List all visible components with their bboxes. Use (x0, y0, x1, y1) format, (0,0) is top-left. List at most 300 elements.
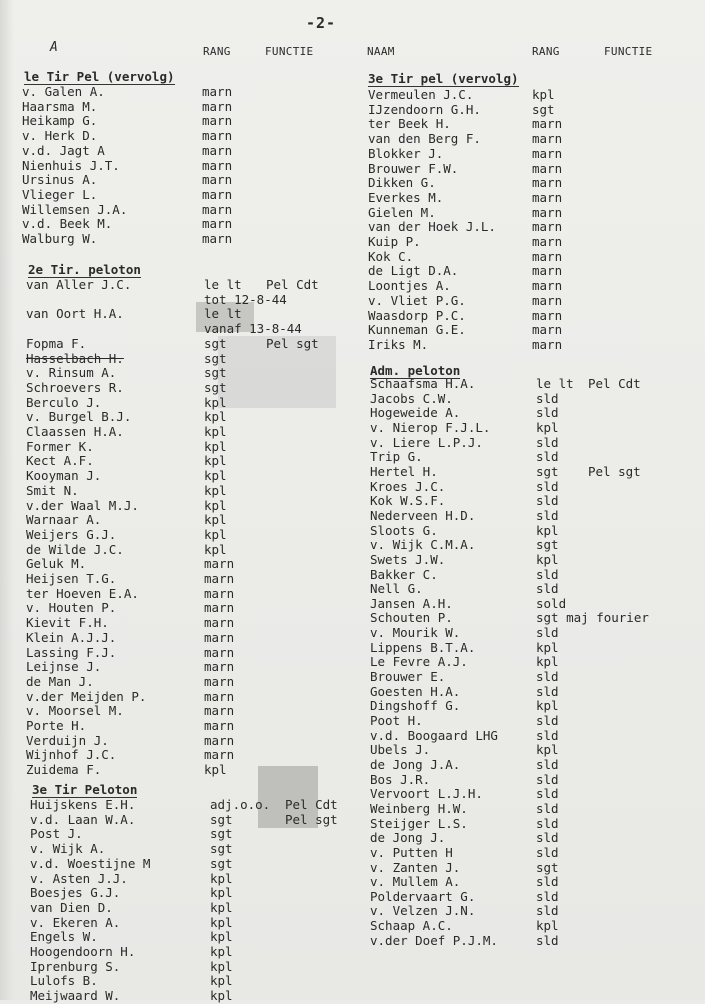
roster-rang: marn (532, 145, 563, 161)
roster-rang: sld (536, 449, 559, 465)
roster-rang: kpl (210, 929, 233, 945)
roster-functie: Pel Cdt (285, 797, 338, 812)
roster-row (0, 206, 705, 221)
roster-rang: kpl (536, 918, 559, 934)
roster-row (0, 729, 705, 744)
roster-name: Dingshoff G. (370, 698, 461, 714)
roster-name: de Jong J. (370, 830, 446, 846)
roster-name: v. Zanten J. (370, 859, 461, 875)
roster-name: v. Galen A. (22, 84, 105, 99)
roster-rang: marn (204, 732, 235, 748)
roster-name: van Aller J.C. (26, 277, 132, 292)
roster-name: Blokker J. (368, 145, 444, 161)
roster-rang: marn (202, 216, 233, 232)
roster-name: Walburg W. (22, 231, 98, 246)
roster-name: Porte H. (26, 718, 87, 733)
roster-row (0, 989, 705, 1004)
roster-name: ter Beek H. (368, 116, 451, 132)
roster-rang: sld (536, 756, 559, 772)
roster-row (0, 352, 705, 367)
roster-row (0, 904, 705, 919)
roster-rang: marn (204, 571, 235, 586)
roster-row (0, 291, 705, 309)
header-rang-left: RANG (203, 45, 231, 58)
roster-rang: kpl (204, 497, 227, 513)
roster-row (0, 743, 705, 758)
roster-name: van der Hoek J.L. (368, 219, 496, 235)
roster-rang: marn (204, 600, 235, 616)
roster-row (0, 117, 705, 132)
roster-functie: Pel Cdt (588, 376, 641, 391)
roster-rang: kpl (536, 419, 559, 435)
roster-row (0, 960, 705, 975)
roster-rang: kpl (532, 87, 555, 102)
roster-name: Post J. (30, 826, 83, 842)
roster-name: de Jong J.A. (370, 756, 461, 772)
roster-rang: sld (536, 771, 559, 787)
roster-row (0, 494, 705, 509)
roster-name: Meijwaard W. (30, 988, 121, 1004)
roster-row (0, 890, 705, 905)
header-functie-right: FUNCTIE (604, 45, 653, 58)
roster-name: Iriks M. (368, 336, 429, 352)
roster-rang: sld (536, 727, 559, 743)
roster-name: IJzendoorn G.H. (368, 101, 481, 117)
roster-rang: marn (202, 157, 233, 173)
roster-name: Schaap A.C. (370, 918, 453, 934)
roster-rang: sgt (210, 826, 233, 842)
roster-name: Kect A.F. (26, 453, 94, 469)
roster-name: v. Herk D. (22, 128, 98, 144)
roster-rang: kpl (204, 762, 227, 778)
roster-rang: marn (532, 336, 563, 352)
roster-rang: kpl (536, 639, 559, 655)
roster-name: Vermeulen J.C. (368, 87, 474, 102)
roster-name: Hertel H. (370, 463, 438, 479)
roster-row (0, 450, 705, 465)
roster-rang: kpl (204, 541, 227, 557)
roster-rang: marn (532, 116, 563, 132)
roster-row (0, 685, 705, 700)
roster-rang: kpl (204, 526, 227, 542)
roster-name: v.der Meijden P. (26, 688, 147, 704)
roster-rang: marn (202, 201, 233, 217)
roster-name: Jansen A.H. (370, 595, 453, 611)
roster-rang: sld (536, 874, 559, 890)
roster-row (0, 611, 705, 626)
roster-row (0, 250, 705, 265)
roster-name: Geluk M. (26, 556, 87, 572)
roster-rang: sld (536, 800, 559, 816)
roster-row (0, 582, 705, 597)
roster-name: Kunneman G.E. (368, 322, 466, 338)
section-title-left-3: 3e Tir Peloton (32, 782, 138, 797)
roster-rang: sgt (204, 350, 227, 366)
roster-name: v. Ekeren A. (30, 914, 121, 930)
roster-name: Steijger L.S. (370, 815, 468, 831)
roster-rang: marn (204, 644, 235, 660)
roster-name: Nienhuis J.T. (22, 157, 120, 173)
roster-name: Fopma F. (26, 335, 87, 351)
roster-row (0, 103, 705, 118)
roster-rang: kpl (204, 468, 227, 484)
roster-rang: sld (536, 625, 559, 640)
roster-row (0, 323, 705, 338)
roster-rang: kpl (204, 394, 227, 410)
roster-row (0, 377, 705, 392)
roster-rang: marn (532, 175, 563, 191)
roster-rang: sgt (204, 335, 227, 351)
roster-name: van den Berg F. (368, 131, 481, 147)
roster-name: Kroes J.C. (370, 478, 446, 494)
roster-row (0, 714, 705, 729)
roster-row (0, 406, 705, 421)
roster-rang: marn (532, 307, 563, 323)
roster-name: de Man J. (26, 673, 94, 689)
roster-name: v. Liere L.P.J. (370, 434, 483, 450)
roster-name: v. Wijk C.M.A. (370, 537, 476, 553)
roster-rang: sgt (204, 365, 227, 381)
roster-name: Heikamp G. (22, 113, 98, 129)
roster-name: Vlieger L. (22, 186, 98, 202)
roster-rang: sld (536, 390, 559, 406)
roster-name: Swets J.W. (370, 551, 446, 567)
roster-rang: sld (536, 683, 559, 699)
roster-name: v.d. Jagt A (22, 142, 105, 158)
roster-name: de Wilde J.C. (26, 541, 124, 557)
roster-name: Engels W. (30, 929, 98, 945)
roster-name: Iprenburg S. (30, 958, 121, 974)
roster-row (0, 817, 705, 832)
roster-functie: Pel sgt (285, 811, 338, 827)
roster-rang: sld (536, 669, 559, 684)
roster-rang: sgt (536, 859, 559, 875)
roster-name: v.der Waal M.J. (26, 497, 139, 513)
roster-rang: sgt maj fourier (536, 610, 649, 626)
roster-rang: sld (536, 478, 559, 494)
roster-name: v. Wijk A. (30, 841, 106, 857)
roster-row (0, 670, 705, 685)
roster-name: Goesten H.A. (370, 683, 461, 699)
roster-rang: marn (532, 292, 563, 308)
roster-name: Boesjes G.J. (30, 885, 121, 901)
roster-row (0, 846, 705, 861)
roster-rang: sgt (536, 463, 559, 479)
roster-name: Sloots G. (370, 522, 438, 538)
roster-name: ter Hoeven E.A. (26, 585, 139, 601)
roster-name: Berculo J. (26, 394, 102, 410)
roster-name: Schouten P. (370, 610, 453, 626)
roster-row (0, 279, 705, 294)
roster-name: Smit N. (26, 482, 79, 498)
roster-rang: le lt (204, 306, 242, 322)
roster-rang: sld (536, 581, 559, 597)
header-functie-left: FUNCTIE (265, 45, 314, 58)
roster-rang: marn (532, 219, 563, 235)
roster-name: Schaafsma H.A. (370, 376, 476, 391)
roster-rang: marn (202, 84, 233, 99)
roster-name: Schroevers R. (26, 379, 124, 395)
roster-rang: marn (202, 186, 233, 202)
roster-name: Huijskens E.H. (30, 797, 136, 812)
roster-name: v.d. Beek M. (22, 216, 113, 232)
roster-name: Kuip P. (368, 234, 421, 249)
roster-name: Bakker C. (370, 566, 438, 582)
roster-rang: sld (536, 713, 559, 728)
roster-name: v.d. Boogaard LHG (370, 727, 498, 743)
roster-rang: kpl (204, 438, 227, 454)
roster-rang: le lt (204, 277, 242, 292)
roster-rang: kpl (210, 899, 233, 915)
roster-row (0, 220, 705, 235)
roster-name: v.der Doef P.J.M. (370, 932, 498, 948)
roster-name: van Dien D. (30, 899, 113, 915)
section-title-left-1: le Tir Pel (vervolg) (24, 69, 175, 84)
roster-rang: marn (532, 189, 563, 205)
roster-name: Dikken G. (368, 175, 436, 191)
roster-row (0, 306, 705, 324)
roster-rang: marn (532, 131, 563, 147)
roster-name: Hogeweide A. (370, 405, 461, 421)
roster-row (0, 758, 705, 773)
roster-rang: marn (204, 556, 235, 572)
roster-rang: marn (204, 615, 235, 631)
roster-functie: Pel sgt (588, 463, 641, 479)
roster-rang: kpl (210, 944, 233, 959)
roster-name: Willemsen J.A. (22, 201, 128, 217)
roster-name: Trip G. (370, 449, 423, 465)
roster-row (0, 655, 705, 670)
roster-name: Zuidema F. (26, 762, 102, 778)
roster-rang: marn (532, 248, 563, 264)
roster-rang: sld (536, 903, 559, 919)
roster-name: Brouwer E. (370, 669, 446, 684)
roster-rang: marn (202, 113, 233, 129)
roster-rang: sld (536, 786, 559, 802)
header-left-mark: A (50, 40, 59, 55)
roster-row (0, 176, 705, 191)
roster-row (0, 264, 705, 279)
roster-name: Heijsen T.G. (26, 571, 117, 586)
roster-name: Kievit F.H. (26, 615, 109, 631)
roster-row (0, 335, 705, 353)
roster-row (0, 568, 705, 583)
roster-name: Le Fevre A.J. (370, 654, 468, 670)
roster-name: v.d. Laan W.A. (30, 811, 136, 827)
roster-row (0, 524, 705, 539)
roster-rang: sgt (204, 379, 227, 395)
roster-rang: marn (532, 322, 563, 338)
roster-name: Kok W.S.F. (370, 493, 446, 509)
roster-rang: kpl (204, 453, 227, 469)
roster-row (0, 147, 705, 162)
roster-rang: marn (532, 234, 563, 249)
roster-name: de Ligt D.A. (368, 263, 459, 279)
roster-row (0, 831, 705, 846)
roster-name: Klein A.J.J. (26, 629, 117, 645)
section-title-right-1: 3e Tir pel (vervolg) (368, 71, 519, 86)
roster-rang: kpl (536, 742, 559, 758)
roster-rang: kpl (210, 885, 233, 901)
roster-row (0, 421, 705, 436)
roster-rang: marn (204, 659, 235, 675)
section-title-right-2: Adm. peloton (370, 363, 461, 378)
roster-name: Verduijn J. (26, 732, 109, 748)
roster-name: Lulofs B. (30, 973, 98, 989)
roster-name: v. Moorsel M. (26, 703, 124, 719)
roster-rang: marn (202, 172, 233, 188)
roster-rang: marn (204, 747, 235, 763)
roster-name: Weinberg H.W. (370, 800, 468, 816)
roster-name: Ursinus A. (22, 172, 98, 188)
roster-functie: Pel Cdt (266, 277, 319, 292)
roster-rang: kpl (536, 551, 559, 567)
roster-rang: kpl (210, 870, 233, 886)
roster-name: v. Velzen J.N. (370, 903, 476, 919)
roster-name: Hoogendoorn H. (30, 944, 136, 959)
roster-rang: kpl (536, 522, 559, 538)
roster-rang: sgt (536, 537, 559, 553)
roster-name: Bos J.R. (370, 771, 431, 787)
roster-rang: marn (204, 718, 235, 733)
page-number: -2- (306, 14, 337, 32)
roster-rang: marn (532, 278, 563, 294)
roster-rang: sgt (210, 841, 233, 857)
roster-rang: marn (204, 673, 235, 689)
roster-row (0, 132, 705, 147)
roster-name: v. Mourik W. (370, 625, 461, 640)
roster-name: Everkes M. (368, 189, 444, 205)
roster-name: Loontjes A. (368, 278, 451, 294)
roster-rang: marn (204, 629, 235, 645)
roster-name: v. Putten H (370, 844, 453, 860)
roster-rang: sld (536, 844, 559, 860)
roster-row (0, 861, 705, 876)
roster-rang: sgt (210, 811, 233, 827)
roster-functie: Pel sgt (266, 335, 319, 351)
roster-row (0, 480, 705, 495)
roster-rang: sgt (532, 101, 555, 117)
roster-rang: adj.o.o. (210, 797, 271, 812)
roster-rang: sld (536, 405, 559, 421)
roster-rang: kpl (204, 512, 227, 528)
section-title-left-2: 2e Tir. peloton (28, 262, 141, 277)
roster-name: v.d. Woestijne M (30, 855, 151, 871)
roster-rang: sold (536, 595, 567, 611)
roster-row (0, 553, 705, 568)
roster-rang: sld (536, 434, 559, 450)
roster-rang: sld (536, 932, 559, 948)
roster-name: Gielen M. (368, 204, 436, 220)
roster-row (0, 641, 705, 656)
roster-rang: marn (202, 98, 233, 114)
roster-name: Leijnse J. (26, 659, 102, 675)
roster-rang: kpl (210, 988, 233, 1004)
roster-row (0, 597, 705, 612)
roster-name: Vervoort L.J.H. (370, 786, 483, 802)
roster-rang: kpl (204, 409, 227, 425)
roster-rang: kpl (536, 654, 559, 670)
roster-name: Lippens B.T.A. (370, 639, 476, 655)
roster-name: Poldervaart G. (370, 888, 476, 904)
roster-name: Lassing F.J. (26, 644, 117, 660)
roster-rang: sld (536, 815, 559, 831)
roster-rang: sld (536, 888, 559, 904)
roster-row (0, 699, 705, 714)
roster-rang: marn (532, 204, 563, 220)
roster-row (0, 773, 705, 788)
roster-name: Claassen H.A. (26, 424, 124, 439)
roster-name: v. Rinsum A. (26, 365, 117, 381)
roster-rang: kpl (204, 482, 227, 498)
roster-row (0, 88, 705, 103)
roster-rang: kpl (210, 958, 233, 974)
roster-row (0, 538, 705, 553)
roster-rang: marn (202, 231, 233, 246)
roster-name: Warnaar A. (26, 512, 102, 528)
roster-name: van Oort H.A. (26, 306, 124, 322)
roster-row (0, 509, 705, 524)
roster-name: Waasdorp P.C. (368, 307, 466, 323)
roster-rang: marn (204, 585, 235, 601)
roster-rang: sld (536, 830, 559, 846)
roster-name: v. Houten P. (26, 600, 117, 616)
roster-rang: sld (536, 493, 559, 509)
roster-rang: kpl (204, 424, 227, 439)
roster-row (0, 934, 705, 949)
roster-row (0, 626, 705, 641)
roster-row (0, 191, 705, 206)
roster-name: Former K. (26, 438, 94, 454)
roster-row (0, 162, 705, 177)
roster-row (0, 802, 705, 817)
roster-rang: kpl (210, 914, 233, 930)
roster-name: Weijers G.J. (26, 526, 117, 542)
roster-row (0, 235, 705, 250)
roster-rang: vanaf 13-8-44 (204, 321, 302, 337)
roster-rang: marn (204, 703, 235, 719)
roster-rang: marn (204, 688, 235, 704)
roster-name: Ubels J. (370, 742, 431, 758)
roster-rang: marn (532, 263, 563, 279)
roster-rang: sld (536, 507, 559, 523)
roster-row (0, 919, 705, 934)
roster-rang: kpl (210, 973, 233, 989)
roster-name: Jacobs C.W. (370, 390, 453, 406)
roster-rang: sld (536, 566, 559, 582)
roster-row (0, 875, 705, 890)
roster-name: v. Asten J.J. (30, 870, 128, 886)
roster-row (0, 465, 705, 480)
roster-name: Wijnhof J.C. (26, 747, 117, 763)
roster-name: Haarsma M. (22, 98, 98, 114)
roster-name: v. Burgel B.J. (26, 409, 132, 425)
roster-row (0, 787, 705, 802)
roster-name: Kooyman J. (26, 468, 102, 484)
roster-name: v. Vliet P.G. (368, 292, 466, 308)
roster-name: Poot H. (370, 713, 423, 728)
roster-name: v. Nierop F.J.L. (370, 419, 491, 435)
roster-row (0, 974, 705, 989)
roster-name: Brouwer F.W. (368, 160, 459, 176)
header-rang-right: RANG (532, 45, 560, 58)
roster-rang: marn (532, 160, 563, 176)
roster-rang: le lt (536, 376, 574, 391)
roster-name: Nell G. (370, 581, 423, 597)
roster-rang: sgt (210, 855, 233, 871)
header-naam: NAAM (367, 45, 395, 58)
roster-row (0, 392, 705, 407)
